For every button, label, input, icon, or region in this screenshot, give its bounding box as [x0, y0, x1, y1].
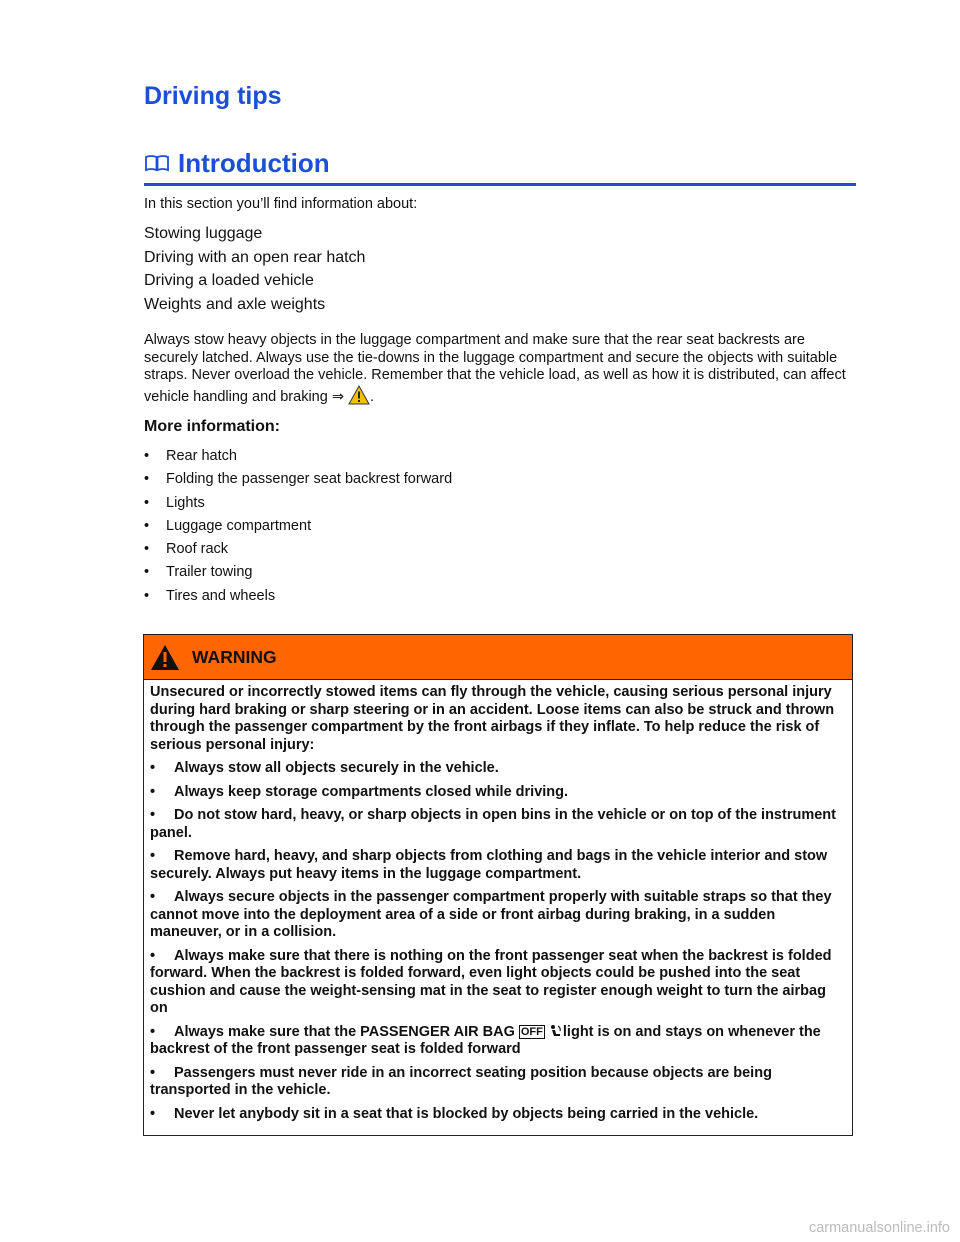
content-body	[144, 196, 856, 611]
list-item[interactable]	[144, 471, 856, 488]
warning-item	[150, 1106, 846, 1124]
warning-item	[150, 1024, 846, 1059]
list-item-label: Tires and wheels	[166, 587, 276, 604]
warning-item	[150, 807, 846, 842]
bullet: •	[144, 448, 150, 464]
bullet: •	[150, 848, 156, 864]
warning-item-text: Never let anybody sit in a seat that is blocked by objects being carried in the vehicle.	[174, 1105, 759, 1122]
warning-item	[150, 889, 846, 942]
list-item[interactable]	[144, 564, 856, 581]
section-title: Introduction	[178, 148, 330, 178]
more-info-heading: More information:	[144, 418, 280, 435]
warning-item-text: Always make sure that the PASSENGER AIR BAG	[174, 1023, 515, 1040]
list-item[interactable]	[144, 541, 856, 558]
bullet: •	[144, 587, 150, 604]
warning-box	[143, 634, 853, 1136]
topic-item: Weights and axle weights	[144, 295, 326, 313]
more-info-list	[144, 448, 856, 605]
list-item-label: Folding the passenger seat backrest forward	[166, 471, 453, 488]
list-item[interactable]	[144, 518, 856, 535]
topic-item: Driving a loaded vehicle	[144, 272, 314, 289]
book-icon	[144, 153, 170, 173]
warning-content	[144, 680, 852, 1135]
warning-item	[150, 784, 846, 802]
list-item-label: Luggage compartment	[166, 517, 312, 534]
warning-item-text: Always make sure that there is nothing on the front passenger seat when the backrest is folded forward. When the backrest is folded forward, even light objects could be pushed into the seat cushion and cause the weight-sensing mat in the seat to register enough weight to turn the airbag on	[150, 947, 832, 1016]
warning-item-text: Remove hard, heavy, and sharp objects from clothing and bags in the vehicle interior and stow securely. Always put heavy items in the luggage compartment.	[150, 848, 828, 882]
passenger-airbag-icon	[549, 1024, 563, 1038]
list-item-label: Trailer towing	[166, 564, 253, 581]
warning-item	[150, 948, 846, 1018]
list-item-label: Lights	[166, 494, 205, 511]
bullet: •	[150, 889, 156, 905]
section-header	[144, 148, 856, 186]
main-paragraph-text: Always stow heavy objects in the luggage compartment and make sure that the rear seat backrests are securely latched. Always use the tie-downs in the luggage compartment and secure the objects with suitable straps. Never overload the vehicle. Remember that the vehicle load, as well as how it is distributed, can affect vehicle handling and braking ⇒	[144, 332, 846, 405]
warning-triangle-icon	[150, 644, 180, 671]
bullet: •	[150, 807, 156, 823]
bullet: •	[144, 541, 150, 558]
warning-item	[150, 848, 846, 883]
bullet: •	[144, 517, 150, 534]
warning-item-text: Passengers must never ride in an incorrect seating position because objects are being transported in the vehicle.	[150, 1064, 772, 1098]
main-paragraph-end: .	[370, 388, 375, 405]
warning-header	[144, 635, 852, 680]
intro-text: In this section you’ll find information about:	[144, 196, 418, 212]
list-item[interactable]	[144, 495, 856, 512]
bullet: •	[144, 471, 150, 488]
warning-item-text: light is on and stays on whenever the backrest of the front passenger seat is folded forward	[150, 1023, 821, 1057]
warning-item-text: Always keep storage compartments closed while driving.	[174, 783, 569, 800]
topic-item: Stowing luggage	[144, 225, 263, 242]
warning-item-text: Always secure objects in the passenger compartment properly with suitable straps so that they cannot move into the deployment area of a side or front airbag during braking, in a sudden maneuver, or in a collision.	[150, 889, 832, 940]
warning-intro: Unsecured or incorrectly stowed items can fly through the vehicle, causing serious personal injury during hard braking or sharp steering or in an accident. Loose items can also be struck and thrown through the passenger compartment by the front airbags if they inflate. To help reduce the risk of serious personal injury:	[150, 684, 835, 753]
list-item[interactable]	[144, 588, 856, 605]
warning-item	[150, 760, 846, 778]
bullet: •	[150, 783, 156, 800]
topic-item: Driving with an open rear hatch	[144, 248, 366, 266]
bullet: •	[150, 1064, 156, 1081]
watermark: carmanualsonline.info	[808, 1220, 950, 1236]
bullet: •	[150, 760, 156, 776]
warning-item-text: Do not stow hard, heavy, or sharp objects in open bins in the vehicle or on top of the instrument panel.	[150, 807, 836, 841]
bullet: •	[150, 1023, 156, 1040]
list-item-label: Rear hatch	[166, 448, 237, 464]
bullet: •	[150, 1105, 156, 1122]
bullet: •	[150, 947, 156, 964]
topic-list	[144, 222, 856, 316]
list-item[interactable]	[144, 448, 856, 465]
warning-triangle-icon[interactable]	[348, 385, 370, 405]
list-item-label: Roof rack	[166, 541, 229, 558]
warning-item	[150, 1065, 846, 1100]
page-title: Driving tips	[144, 82, 282, 110]
warning-item-text: Always stow all objects securely in the vehicle.	[174, 760, 499, 776]
main-paragraph	[144, 332, 856, 406]
bullet: •	[144, 564, 150, 581]
airbag-off-icon: OFF	[520, 1025, 543, 1038]
bullet: •	[144, 494, 150, 511]
warning-label: WARNING	[192, 646, 277, 667]
